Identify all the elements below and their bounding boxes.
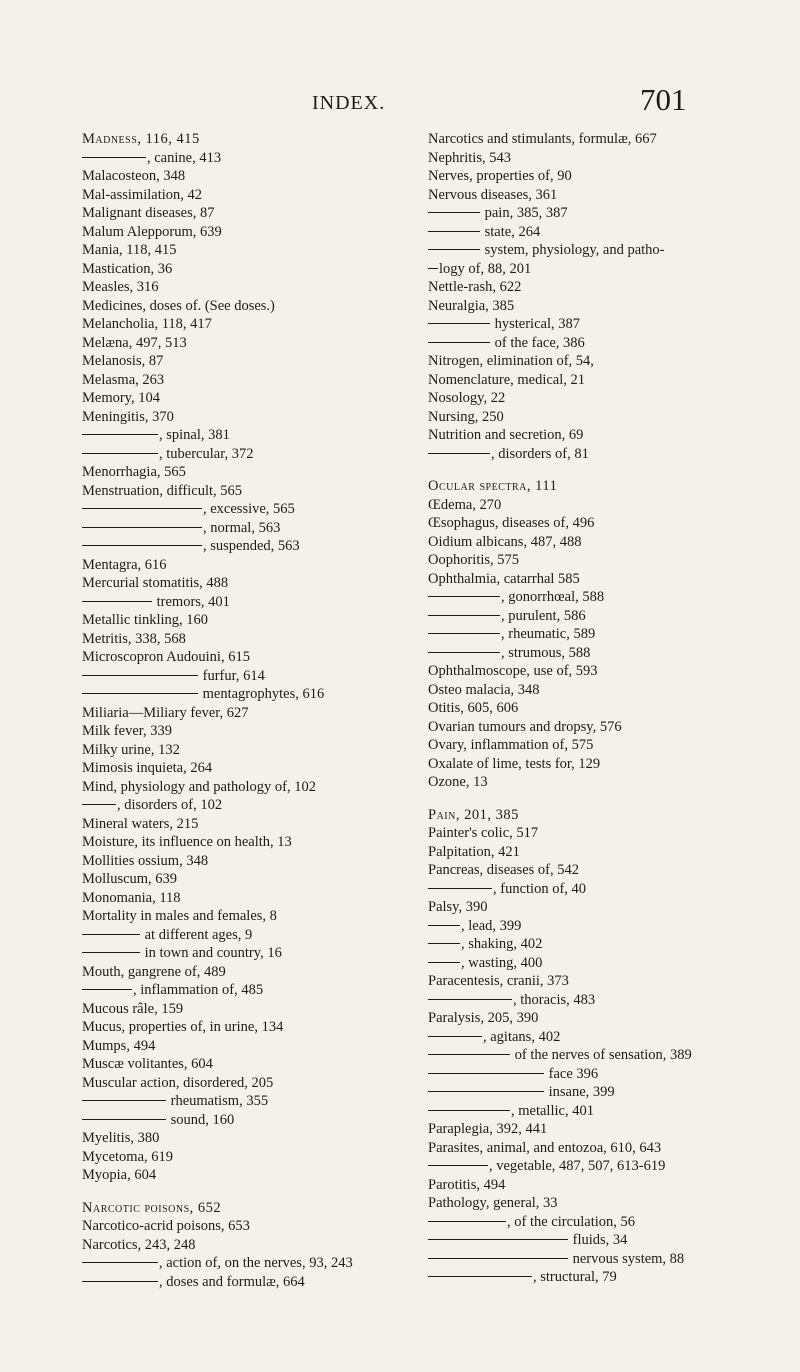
ditto-dash: [428, 342, 490, 343]
index-entry-text: Milky urine, 132: [82, 741, 180, 758]
index-entry-text: Pathology, general, 33: [428, 1195, 558, 1211]
ditto-dash: [82, 1281, 158, 1282]
index-entry: [82, 611, 418, 630]
index-entry-text: Ocular spectra, 111: [428, 478, 558, 494]
index-entry-text: Moisture, its influence on health, 13: [82, 834, 292, 850]
index-entry: [82, 1236, 418, 1255]
ditto-dash: [428, 615, 500, 616]
index-entry: [82, 1074, 418, 1093]
index-entry: [82, 278, 418, 297]
index-entry-text: , disorders of, 81: [491, 445, 589, 462]
index-entry-text: Mind, physiology and pathology of, 102: [82, 778, 317, 795]
index-entry: [82, 1092, 418, 1111]
ditto-dash: [82, 1119, 166, 1120]
index-entry-text: Meningitis, 370: [82, 408, 174, 425]
index-entry: [428, 570, 728, 589]
index-entry-text: , shaking, 402: [461, 936, 543, 952]
index-entry: [82, 1129, 418, 1148]
index-entry: [428, 917, 728, 936]
index-entry-text: Otitis, 605, 606: [428, 700, 519, 716]
index-entry-text: Milk fever, 339: [82, 723, 173, 739]
index-entry: [82, 981, 418, 1000]
index-entry-text: Ozone, 13: [428, 774, 488, 790]
index-entry-text: Mal-assimilation, 42: [82, 186, 203, 203]
ditto-dash: [428, 652, 500, 653]
index-entry: [82, 352, 418, 371]
index-entry: [82, 1037, 418, 1056]
index-entry: [428, 204, 728, 223]
index-entry-text: at different ages, 9: [141, 926, 253, 943]
index-entry: [428, 445, 728, 464]
index-entry: [428, 607, 728, 626]
index-entry-text: Palsy, 390: [428, 899, 488, 915]
index-entry-text: Microscopron Audouini, 615: [82, 649, 250, 665]
index-entry: [82, 648, 418, 667]
index-entry: [428, 718, 728, 737]
index-entry-text: tremors, 401: [153, 593, 230, 610]
index-entry: [428, 1120, 728, 1139]
index-entry: [428, 130, 728, 149]
index-entry: [82, 833, 418, 852]
index-entry: [82, 574, 418, 593]
index-entry: [82, 408, 418, 427]
index-entry-text: , suspended, 563: [203, 538, 300, 554]
index-entry: [428, 1176, 728, 1195]
index-entry: [428, 954, 728, 973]
index-entry-text: mentagrophytes, 616: [199, 686, 325, 702]
index-entry-text: , of the circulation, 56: [507, 1213, 636, 1230]
index-entry: [82, 1148, 418, 1167]
ditto-dash: [82, 1262, 158, 1263]
index-entry-text: Nutrition and secretion, 69: [428, 427, 584, 443]
index-entry-text: Menorrhagia, 565: [82, 464, 186, 480]
index-entry: [82, 778, 418, 797]
index-entry-text: pain, 385, 387: [481, 205, 568, 221]
index-entry: [428, 223, 728, 242]
index-entry: [428, 533, 728, 552]
ditto-dash: [82, 693, 198, 694]
index-entry: [428, 1139, 728, 1158]
ditto-dash: [82, 1100, 166, 1101]
index-entry-text: , purulent, 586: [501, 607, 586, 624]
ditto-dash: [82, 601, 152, 602]
ditto-dash: [428, 1091, 544, 1092]
index-entry: [428, 278, 728, 297]
ditto-dash: [82, 804, 116, 805]
index-entry-text: Melanosis, 87: [82, 353, 164, 369]
index-entry-text: rheumatism, 355: [167, 1093, 269, 1109]
index-entry: [82, 1111, 418, 1130]
index-entry-text: Neuralgia, 385: [428, 297, 515, 314]
index-entry: [82, 926, 418, 945]
index-entry-text: Myopia, 604: [82, 1167, 157, 1183]
index-entry-text: Oxalate of lime, tests for, 129: [428, 755, 601, 772]
index-entry: [82, 371, 418, 390]
index-entry-text: Œsophagus, diseases of, 496: [428, 515, 595, 531]
index-entry: [428, 352, 728, 371]
ditto-dash: [82, 675, 198, 676]
index-entry-text: Miliaria—Miliary fever, 627: [82, 704, 249, 721]
ditto-dash: [428, 925, 460, 926]
index-entry: [428, 644, 728, 663]
index-entry-text: Mortality in males and females, 8: [82, 908, 277, 924]
index-entry: [82, 426, 418, 445]
index-entry-text: Paraplegia, 392, 441: [428, 1121, 548, 1137]
ditto-dash: [428, 943, 460, 944]
ditto-dash: [428, 1110, 510, 1111]
ditto-dash: [428, 1036, 482, 1037]
index-entry: [428, 1194, 728, 1213]
ditto-dash: [428, 212, 480, 213]
ditto-dash: [428, 1221, 506, 1222]
index-entry: [428, 1083, 728, 1102]
index-entry-text: nervous system, 88: [569, 1250, 685, 1267]
index-entry: [428, 991, 728, 1010]
index-entry-text: Metallic tinkling, 160: [82, 612, 209, 628]
index-entry: [428, 843, 728, 862]
index-entry-text: Pancreas, diseases of, 542: [428, 862, 579, 878]
index-entry: [82, 704, 418, 723]
index-entry: [428, 408, 728, 427]
index-entry: [428, 389, 728, 408]
index-entry-text: Malignant diseases, 87: [82, 205, 215, 221]
index-entry: [428, 241, 728, 260]
index-entry: [428, 699, 728, 718]
index-entry-text: , metallic, 401: [511, 1102, 594, 1119]
index-entry-text: Narcotics and stimulants, formulæ, 667: [428, 131, 657, 147]
index-entry: [82, 1166, 418, 1185]
ditto-dash: [82, 934, 140, 935]
page-number: 701: [640, 82, 687, 117]
index-entry-text: of the nerves of sensation, 389: [511, 1047, 692, 1063]
ditto-dash: [82, 453, 158, 454]
index-entry: [428, 551, 728, 570]
index-entry: [428, 1250, 728, 1269]
index-entry: [82, 260, 418, 279]
index-entry: [82, 1018, 418, 1037]
index-entry: [82, 500, 418, 519]
index-entry: [428, 1157, 728, 1176]
index-entry-text: Nerves, properties of, 90: [428, 168, 572, 184]
index-entry: [428, 477, 728, 496]
index-entry: [428, 1065, 728, 1084]
index-entry-text: Narcotico-acrid poisons, 653: [82, 1218, 250, 1234]
index-entry-text: Oidium albicans, 487, 488: [428, 533, 582, 550]
ditto-dash: [428, 1165, 488, 1166]
index-entry-text: , wasting, 400: [461, 954, 543, 971]
index-entry: [82, 1217, 418, 1236]
index-entry-text: , lead, 399: [461, 917, 522, 934]
index-entry-text: Osteo malacia, 348: [428, 681, 540, 698]
index-entry: [82, 482, 418, 501]
index-entry-text: Mycetoma, 619: [82, 1148, 174, 1165]
index-entry-text: Metritis, 338, 568: [82, 630, 186, 647]
index-entry: [82, 130, 418, 149]
index-entry: [428, 736, 728, 755]
index-entry-text: Nosology, 22: [428, 390, 506, 406]
index-entry: [82, 870, 418, 889]
index-entry-text: , canine, 413: [147, 149, 222, 166]
index-entry-text: Monomania, 118: [82, 889, 181, 906]
ditto-dash: [428, 1054, 510, 1055]
index-entry-text: Palpitation, 421: [428, 843, 520, 860]
ditto-dash: [82, 527, 202, 528]
index-entry-text: Painter's colic, 517: [428, 825, 539, 841]
index-entry-text: Ovary, inflammation of, 575: [428, 737, 594, 753]
index-entry-text: Nettle-rash, 622: [428, 279, 522, 295]
index-column-right: [428, 130, 728, 1287]
index-entry: [82, 463, 418, 482]
index-entry: [428, 1102, 728, 1121]
index-entry: [82, 944, 418, 963]
index-entry-text: Malacosteon, 348: [82, 168, 186, 184]
index-entry: [428, 260, 728, 279]
index-entry-text: Melancholia, 118, 417: [82, 316, 212, 332]
index-entry: [428, 167, 728, 186]
page-title: INDEX.: [312, 92, 386, 114]
index-entry: [82, 204, 418, 223]
index-entry: [428, 1009, 728, 1028]
index-entry-text: Measles, 316: [82, 279, 159, 295]
index-entry: [82, 667, 418, 686]
index-entry: [82, 630, 418, 649]
index-entry: [82, 297, 418, 316]
index-entry-text: Nursing, 250: [428, 408, 504, 425]
index-entry: [82, 741, 418, 760]
index-entry: [428, 681, 728, 700]
index-entry-text: Molluscum, 639: [82, 871, 178, 887]
index-entry-text: Memory, 104: [82, 390, 160, 406]
ditto-dash: [82, 157, 146, 158]
index-entry: [82, 815, 418, 834]
index-entry-text: Muscæ volitantes, 604: [82, 1056, 213, 1072]
index-entry: [82, 1199, 418, 1218]
index-entry-text: Paracentesis, cranii, 373: [428, 973, 569, 989]
index-entry-text: Mercurial stomatitis, 488: [82, 575, 229, 591]
index-entry-text: Nephritis, 543: [428, 149, 511, 166]
index-entry-text: Oophoritis, 575: [428, 552, 520, 568]
index-entry: [428, 625, 728, 644]
index-entry: [428, 1213, 728, 1232]
index-entry: [82, 759, 418, 778]
index-entry: [428, 149, 728, 168]
ditto-dash: [428, 231, 480, 232]
index-entry: [82, 963, 418, 982]
index-entry-text: , gonorrhœal, 588: [501, 589, 605, 605]
index-entry: [428, 334, 728, 353]
ditto-dash: [82, 989, 132, 990]
index-entry-text: Ovarian tumours and dropsy, 576: [428, 718, 622, 735]
ditto-dash: [428, 1073, 544, 1074]
index-entry: [82, 1273, 418, 1292]
index-entry-text: logy of, 88, 201: [439, 260, 532, 277]
index-entry-text: , strumous, 588: [501, 644, 591, 661]
section-gap: [428, 463, 728, 477]
index-entry: [428, 297, 728, 316]
index-entry: [82, 241, 418, 260]
index-entry: [82, 796, 418, 815]
ditto-dash: [428, 1258, 568, 1259]
index-entry-text: , inflammation of, 485: [133, 982, 264, 998]
index-entry: [82, 519, 418, 538]
index-entry: [82, 852, 418, 871]
index-entry-text: , normal, 563: [203, 519, 281, 536]
ditto-dash: [82, 434, 158, 435]
index-entry-text: Parotitis, 494: [428, 1176, 506, 1193]
index-entry-text: , agitans, 402: [483, 1028, 561, 1045]
index-entry-text: Mentagra, 616: [82, 556, 167, 573]
index-entry: [82, 1055, 418, 1074]
index-entry: [428, 972, 728, 991]
index-entry-text: , excessive, 565: [203, 501, 295, 517]
page-header: [0, 82, 800, 124]
index-entry-text: Menstruation, difficult, 565: [82, 482, 243, 499]
index-entry: [82, 1254, 418, 1273]
index-entry-text: fluids, 34: [569, 1232, 628, 1248]
index-entry-text: , action of, on the nerves, 93, 243: [159, 1255, 353, 1271]
index-entry-text: , doses and formulæ, 664: [159, 1273, 305, 1290]
ditto-dash: [82, 508, 202, 509]
index-entry: [82, 186, 418, 205]
index-entry-text: , tubercular, 372: [159, 445, 254, 462]
index-entry-text: Malum Alepporum, 639: [82, 223, 222, 240]
ditto-dash: [428, 962, 460, 963]
index-entry: [428, 1268, 728, 1287]
ditto-dash: [428, 453, 490, 454]
index-entry: [428, 496, 728, 515]
ditto-dash: [428, 1276, 532, 1277]
index-entry: [428, 1231, 728, 1250]
index-entry: [82, 889, 418, 908]
index-entry-text: hysterical, 387: [491, 316, 580, 332]
index-entry-text: , vegetable, 487, 507, 613-619: [489, 1158, 666, 1174]
index-entry-text: Melæna, 497, 513: [82, 334, 187, 351]
index-entry: [428, 935, 728, 954]
index-entry: [82, 223, 418, 242]
index-column-left: [82, 130, 418, 1291]
index-entry: [82, 556, 418, 575]
index-entry: [428, 861, 728, 880]
index-entry-text: Paralysis, 205, 390: [428, 1010, 539, 1026]
index-entry-text: Ophthalmoscope, use of, 593: [428, 663, 598, 679]
ditto-dash: [428, 323, 490, 324]
index-entry: [428, 1046, 728, 1065]
index-entry: [82, 315, 418, 334]
index-entry-text: sound, 160: [167, 1111, 235, 1128]
index-entry: [82, 334, 418, 353]
index-entry-text: Œdema, 270: [428, 496, 502, 513]
index-entry-text: Parasites, animal, and entozoa, 610, 643: [428, 1139, 662, 1156]
index-entry-text: , spinal, 381: [159, 427, 230, 443]
index-entry-text: Narcotics, 243, 248: [82, 1236, 196, 1253]
index-entry-text: Muscular action, disordered, 205: [82, 1074, 274, 1091]
section-gap: [82, 1185, 418, 1199]
ditto-dash: [428, 633, 500, 634]
ditto-dash: [428, 268, 438, 269]
ditto-dash: [428, 1239, 568, 1240]
index-entry: [428, 1028, 728, 1047]
index-entry: [428, 898, 728, 917]
index-entry-text: , function of, 40: [493, 880, 587, 897]
index-entry-text: Ophthalmia, catarrhal 585: [428, 570, 580, 587]
index-entry: [82, 537, 418, 556]
index-entry: [428, 773, 728, 792]
index-entry-text: face 396: [545, 1065, 599, 1082]
index-entry-text: Mouth, gangrene of, 489: [82, 963, 226, 980]
index-entry: [82, 389, 418, 408]
index-entry-text: , thoracis, 483: [513, 991, 596, 1008]
index-entry-text: Nomenclature, medical, 21: [428, 371, 586, 388]
index-entry-text: Mineral waters, 215: [82, 815, 199, 832]
index-entry-text: insane, 399: [545, 1084, 615, 1100]
index-entry: [428, 315, 728, 334]
index-entry-text: , structural, 79: [533, 1269, 617, 1285]
index-entry-text: Myelitis, 380: [82, 1130, 160, 1146]
section-gap: [428, 792, 728, 806]
index-entry-text: furfur, 614: [199, 667, 265, 684]
index-entry: [82, 685, 418, 704]
index-entry-text: system, physiology, and patho-: [481, 242, 665, 258]
index-entry-text: Nervous diseases, 361: [428, 186, 558, 203]
index-entry-text: Narcotic poisons, 652: [82, 1199, 222, 1216]
index-entry-text: Madness, 116, 415: [82, 131, 200, 147]
index-entry: [428, 806, 728, 825]
index-entry-text: Mollities ossium, 348: [82, 852, 209, 869]
index-entry: [82, 149, 418, 168]
index-entry-text: , disorders of, 102: [117, 797, 223, 813]
index-entry-text: Pain, 201, 385: [428, 806, 519, 823]
index-entry: [82, 1000, 418, 1019]
index-entry: [428, 755, 728, 774]
ditto-dash: [428, 249, 480, 250]
ditto-dash: [82, 545, 202, 546]
index-entry-text: Mucus, properties of, in urine, 134: [82, 1019, 284, 1035]
index-entry-text: state, 264: [481, 223, 541, 240]
ditto-dash: [428, 596, 500, 597]
ditto-dash: [428, 999, 512, 1000]
index-entry: [428, 880, 728, 899]
index-entry: [428, 371, 728, 390]
index-entry-text: Medicines, doses of. (See doses.): [82, 297, 275, 314]
ditto-dash: [82, 952, 140, 953]
index-entry-text: Mastication, 36: [82, 260, 173, 277]
index-entry: [82, 167, 418, 186]
index-entry-text: , rheumatic, 589: [501, 626, 596, 642]
index-entry: [82, 593, 418, 612]
index-entry-text: Mimosis inquieta, 264: [82, 760, 213, 776]
index-entry: [82, 722, 418, 741]
index-entry-text: Mania, 118, 415: [82, 242, 177, 258]
index-entry: [82, 445, 418, 464]
index-entry-text: Melasma, 263: [82, 371, 165, 388]
index-entry-text: Mucous râle, 159: [82, 1000, 184, 1017]
index-entry: [428, 426, 728, 445]
index-entry-text: in town and country, 16: [141, 945, 282, 961]
index-entry-text: Nitrogen, elimination of, 54,: [428, 353, 594, 369]
index-entry: [428, 588, 728, 607]
index-entry-text: Mumps, 494: [82, 1037, 156, 1054]
index-entry: [428, 514, 728, 533]
index-entry: [428, 662, 728, 681]
ditto-dash: [428, 888, 492, 889]
index-entry-text: of the face, 386: [491, 334, 585, 351]
index-entry: [428, 824, 728, 843]
index-entry: [428, 186, 728, 205]
index-entry: [82, 907, 418, 926]
